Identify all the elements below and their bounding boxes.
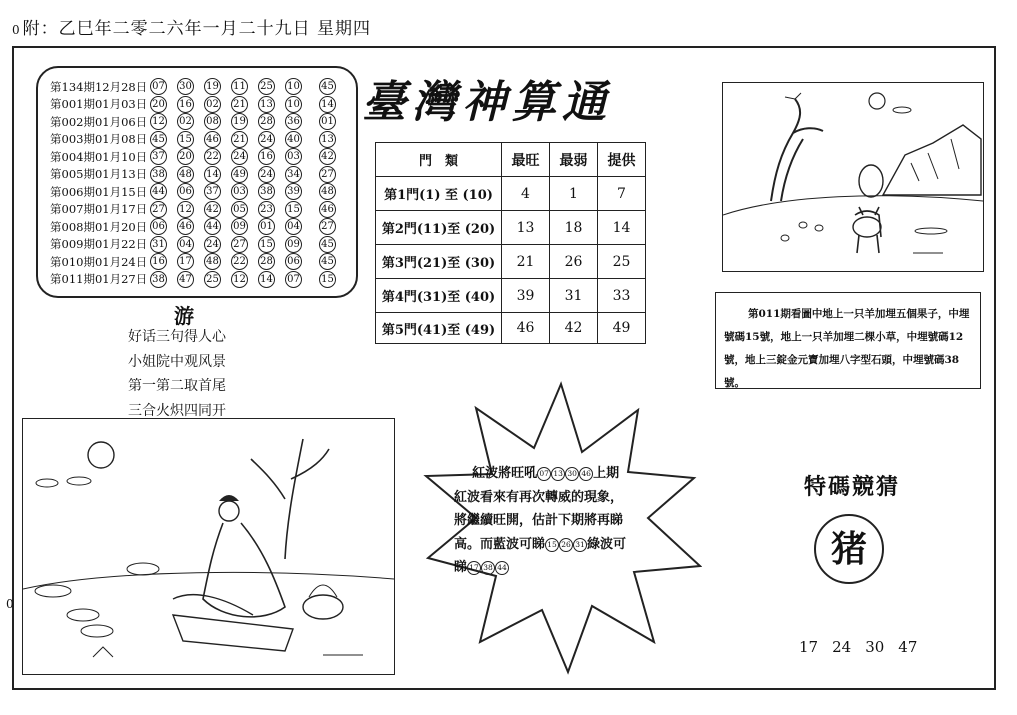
draw-number: 19	[204, 78, 221, 95]
draw-number: 25	[258, 78, 275, 95]
wave-line	[454, 556, 674, 580]
wave-number: 30	[565, 467, 579, 481]
header-date	[12, 14, 371, 39]
poem-line: 好话三句得人心	[128, 329, 226, 345]
header-date-text: 附：乙巳年二零二六年一月二十九日 星期四	[22, 19, 372, 39]
draw-number: 48	[177, 166, 194, 183]
door-label: 第4門(31)至 (40)	[376, 279, 502, 313]
door-min: 18	[550, 211, 598, 245]
draw-number: 36	[285, 113, 302, 130]
list-item	[50, 218, 350, 236]
wave-number: 44	[495, 561, 509, 575]
draw-special-number: 14	[319, 96, 336, 113]
draw-number: 16	[258, 148, 275, 165]
list-item	[50, 78, 350, 96]
wave-number: 15	[545, 538, 559, 552]
header-marker: 0	[12, 23, 21, 37]
draw-number: 46	[204, 131, 221, 148]
table-row	[376, 177, 646, 211]
draw-number: 11	[231, 78, 248, 95]
guess-numbers	[799, 638, 931, 656]
draw-number: 34	[285, 166, 302, 183]
draw-number: 44	[150, 183, 167, 200]
table-row	[376, 279, 646, 313]
draw-number: 07	[285, 271, 302, 288]
draw-number: 45	[150, 131, 167, 148]
wave-line-text: 紅波將旺吼	[472, 466, 538, 481]
draw-number: 47	[177, 271, 194, 288]
guess-title: 特碼競猜	[804, 474, 901, 500]
table-row	[376, 313, 646, 344]
draw-number: 22	[231, 253, 248, 270]
draw-number: 38	[258, 183, 275, 200]
list-item	[50, 271, 350, 289]
door-min: 42	[550, 313, 598, 344]
wave-number: 31	[573, 538, 587, 552]
draw-special-number: 46	[319, 201, 336, 218]
draw-number: 21	[231, 96, 248, 113]
draw-label: 第001期01月03日	[50, 97, 148, 112]
draw-number: 02	[177, 113, 194, 130]
door-max: 13	[502, 211, 550, 245]
wave-number: 46	[579, 467, 593, 481]
draw-number: 38	[150, 166, 167, 183]
draw-number: 20	[177, 148, 194, 165]
draw-number: 07	[150, 78, 167, 95]
draw-number: 49	[231, 166, 248, 183]
list-item	[50, 201, 350, 219]
draw-number: 08	[204, 113, 221, 130]
wave-number: 07	[537, 467, 551, 481]
door-label: 第1門(1) 至 (10)	[376, 177, 502, 211]
draw-number: 25	[204, 271, 221, 288]
draw-number: 12	[177, 201, 194, 218]
draw-number: 06	[150, 218, 167, 235]
wave-line-text: 高。而藍波可睇	[454, 536, 546, 552]
wave-number: 13	[551, 467, 565, 481]
draw-number: 05	[231, 201, 248, 218]
draw-number: 24	[258, 166, 275, 183]
draw-number: 42	[204, 201, 221, 218]
draw-number: 21	[231, 131, 248, 148]
draw-label: 第134期12月28日	[50, 79, 148, 94]
door-offer: 7	[598, 177, 646, 211]
door-table-header	[376, 143, 646, 177]
wave-number: 26	[559, 538, 573, 552]
wave-line: 紅波看來有再次轉威的現象，	[454, 489, 624, 505]
header-offer: 提供	[598, 143, 646, 177]
door-min: 26	[550, 245, 598, 279]
draw-special-number: 27	[319, 166, 336, 183]
draw-label: 第004期01月10日	[50, 149, 148, 164]
poem-line: 三合火炽四同开	[128, 402, 226, 419]
side-marker: 0	[6, 597, 14, 611]
draw-number: 44	[204, 218, 221, 235]
draw-number: 38	[150, 271, 167, 288]
draw-special-number: 48	[319, 183, 336, 200]
draw-number: 39	[285, 183, 302, 200]
draw-number: 09	[231, 218, 248, 235]
door-label: 第5門(41)至 (49)	[376, 313, 502, 344]
draw-number: 31	[150, 236, 167, 253]
draw-number: 37	[204, 183, 221, 200]
header-max: 最旺	[502, 143, 550, 177]
list-item	[50, 131, 350, 149]
draw-number: 02	[204, 96, 221, 113]
poem-title: 游	[174, 304, 194, 328]
draw-number: 24	[231, 148, 248, 165]
draw-number: 17	[177, 253, 194, 270]
draw-label: 第008期01月20日	[50, 219, 148, 234]
door-max: 46	[502, 313, 550, 344]
list-item	[50, 236, 350, 254]
draw-special-number: 45	[319, 236, 336, 253]
wave-line-text: 綠波可	[587, 536, 627, 552]
draw-number: 48	[204, 253, 221, 270]
door-min: 1	[550, 177, 598, 211]
draw-label: 第011期01月27日	[50, 272, 148, 287]
draw-label: 第006期01月15日	[50, 184, 148, 199]
table-row	[376, 245, 646, 279]
poem	[128, 325, 226, 423]
draw-number: 23	[258, 201, 275, 218]
draw-label: 第003期01月08日	[50, 132, 148, 147]
door-offer: 25	[598, 245, 646, 279]
draw-number: 28	[258, 113, 275, 130]
draw-number: 04	[285, 218, 302, 235]
guess-animal: 猪	[814, 514, 884, 584]
header-category: 門 類	[376, 143, 502, 177]
list-item	[50, 148, 350, 166]
goat-tree-illustration	[722, 82, 984, 272]
page-title: 臺灣神算通	[362, 77, 612, 128]
draw-number: 22	[204, 148, 221, 165]
draw-number: 06	[285, 253, 302, 270]
door-label: 第2門(11)至 (20)	[376, 211, 502, 245]
wave-line: 將繼續旺開，估計下期將再睇	[454, 513, 624, 528]
draw-number: 12	[231, 271, 248, 288]
draw-number: 20	[150, 96, 167, 113]
wave-number: 38	[481, 561, 495, 575]
draw-number: 37	[150, 148, 167, 165]
list-item	[50, 183, 350, 201]
header-min: 最弱	[550, 143, 598, 177]
draw-number: 24	[258, 131, 275, 148]
draw-number: 06	[177, 183, 194, 200]
wave-line-text: 上期	[593, 466, 620, 481]
draw-number: 19	[231, 113, 248, 130]
draw-number: 04	[177, 236, 194, 253]
draw-number: 16	[150, 253, 167, 270]
wave-line	[454, 462, 674, 486]
door-offer: 14	[598, 211, 646, 245]
draw-number: 40	[285, 131, 302, 148]
draw-number: 09	[285, 236, 302, 253]
poem-line: 第一第二取首尾	[128, 378, 226, 394]
draw-special-number: 45	[319, 78, 336, 95]
results-box	[36, 66, 358, 298]
guess-number: 24	[832, 638, 852, 656]
draw-special-number: 27	[319, 218, 336, 235]
door-min: 31	[550, 279, 598, 313]
wave-number: 17	[467, 561, 481, 575]
draw-label: 第002期01月06日	[50, 114, 148, 129]
door-max: 21	[502, 245, 550, 279]
draw-number: 16	[177, 96, 194, 113]
draw-number: 27	[150, 201, 167, 218]
draw-number: 14	[258, 271, 275, 288]
list-item	[50, 96, 350, 114]
draw-special-number: 42	[319, 148, 336, 165]
draw-special-number: 01	[319, 113, 336, 130]
hint-note: 第011期看圖中地上一只羊加埋五個果子，中埋號碼15號，地上一只羊加埋二棵小草，中埋號碼12號，地上三錠金元寶加埋八字型石頭，中埋號碼38號。	[715, 292, 981, 389]
draw-number: 10	[285, 96, 302, 113]
door-max: 39	[502, 279, 550, 313]
wave-line	[454, 533, 674, 557]
draw-number: 03	[285, 148, 302, 165]
draw-number: 27	[231, 236, 248, 253]
draw-number: 30	[177, 78, 194, 95]
wave-line-text: 睇	[454, 560, 468, 575]
lady-illustration	[22, 418, 395, 675]
draw-number: 13	[258, 96, 275, 113]
door-offer: 33	[598, 279, 646, 313]
draw-label: 第010期01月24日	[50, 254, 148, 269]
wave-text	[454, 462, 674, 580]
draw-number: 01	[258, 218, 275, 235]
draw-number: 24	[204, 236, 221, 253]
draw-number: 15	[258, 236, 275, 253]
draw-label: 第007期01月17日	[50, 202, 148, 217]
table-row	[376, 211, 646, 245]
draw-special-number: 13	[319, 131, 336, 148]
draw-number: 12	[150, 113, 167, 130]
draw-special-number: 45	[319, 253, 336, 270]
draw-special-number: 15	[319, 271, 336, 288]
draw-number: 14	[204, 166, 221, 183]
poem-line: 小姐院中观风景	[128, 353, 226, 370]
guess-number: 47	[898, 638, 918, 656]
draw-number: 28	[258, 253, 275, 270]
door-label: 第3門(21)至 (30)	[376, 245, 502, 279]
door-max: 4	[502, 177, 550, 211]
draw-number: 10	[285, 78, 302, 95]
draw-label: 第009期01月22日	[50, 237, 148, 252]
door-table	[375, 142, 646, 344]
list-item	[50, 253, 350, 271]
draw-number: 15	[177, 131, 194, 148]
guess-number: 30	[865, 638, 885, 656]
list-item	[50, 113, 350, 131]
draw-number: 03	[231, 183, 248, 200]
draw-number: 15	[285, 201, 302, 218]
list-item	[50, 166, 350, 184]
guess-number: 17	[799, 638, 819, 656]
draw-number: 46	[177, 218, 194, 235]
door-offer: 49	[598, 313, 646, 344]
draw-label: 第005期01月13日	[50, 167, 148, 182]
